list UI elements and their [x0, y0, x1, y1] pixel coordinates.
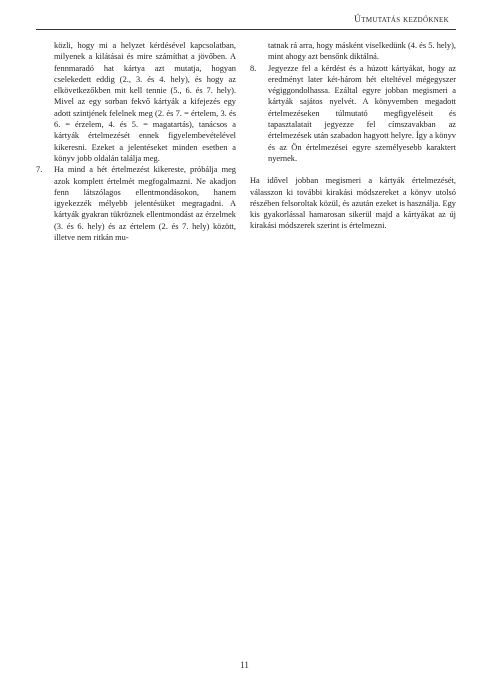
list-item-8 [250, 63, 456, 165]
list-item-7 [36, 164, 236, 243]
left-continuation-paragraph: közli, hogy mi a helyzet kérdésével kapcsolatban, milyenek a kilátásai és mire számíthat a jövőben. A fennmaradó hat kártya azt mutatja, hogyan cselekedett eddig (2., 3. és 4. hely), és hogy az elkövetkezőkben mit kell tennie (5., 6. és 7. hely). Mivel az egy sorban fekvő kártyák a kifejezés egy adott szintjének felelnek meg (2. és 7. = értelem, 3. és 6. = érzelem, 4. és 5. = magatartás), tanácsos a kártyák értelmezését ennek figyelembevételével kikeresni. Ezeket a jelentéseket minden esetben a könyv jobb oldalán találja meg. [54, 41, 236, 163]
left-column [36, 40, 236, 243]
page-number: 11 [240, 660, 249, 670]
running-header: Útmutatás kezdőknek [354, 15, 449, 25]
list-item-8-text: Jegyezze fel a kérdést és a húzott kártyákat, hogy az eredményt later két-három hét elteltével mégegyszer végiggondolhassa. Ezáltal egyre jobban megismeri a kártyák sajátos nyelvét. A könyvemben megadott értelmezéseken túlmutató megfigyeléseit és tapasztalatait jegyezze fel címszavakban az értelmezések után szabadon hagyott helyre. Így a könyv és az Ön értelmezései egyre személyesebb karaktert nyernek. [268, 63, 456, 163]
list-item-7-text: Ha mind a hét értelmezést kikereste, próbálja meg azok komplett értelmét megfogalmazni. Ne akadjon fenn látszólagos ellentmondásokon, hanem igyekezzék mélyebb jelentésüket megragadni. A kártyák gyakran tükröznek ellentmondást az érzelmek (3. és 6. hely) és az értelem (2. és 7. hely) között, illetve nem ritkán mu- [54, 165, 236, 243]
closing-paragraph: Ha idővel jobban megismeri a kártyák értelmezését, válasszon ki további kirakási módszereket a könyv utolsó részében felsoroltak közül, és azután ezeket is használja. Egy kis gyakorlással hamarosan sikerül majd a kártyákat az új kirakási módszerek szerint is értelmezni. [250, 176, 456, 231]
paragraph-gap [250, 164, 456, 175]
header-rule [36, 29, 456, 30]
right-continuation-paragraph: tatnak rá arra, hogy másként viselkedünk (4. és 5. hely), mint ahogy azt bensőnk diktálná. [268, 41, 456, 62]
right-column [250, 40, 456, 232]
list-item-7-number: 7. [36, 165, 43, 175]
list-item-8-number: 8. [250, 63, 257, 73]
